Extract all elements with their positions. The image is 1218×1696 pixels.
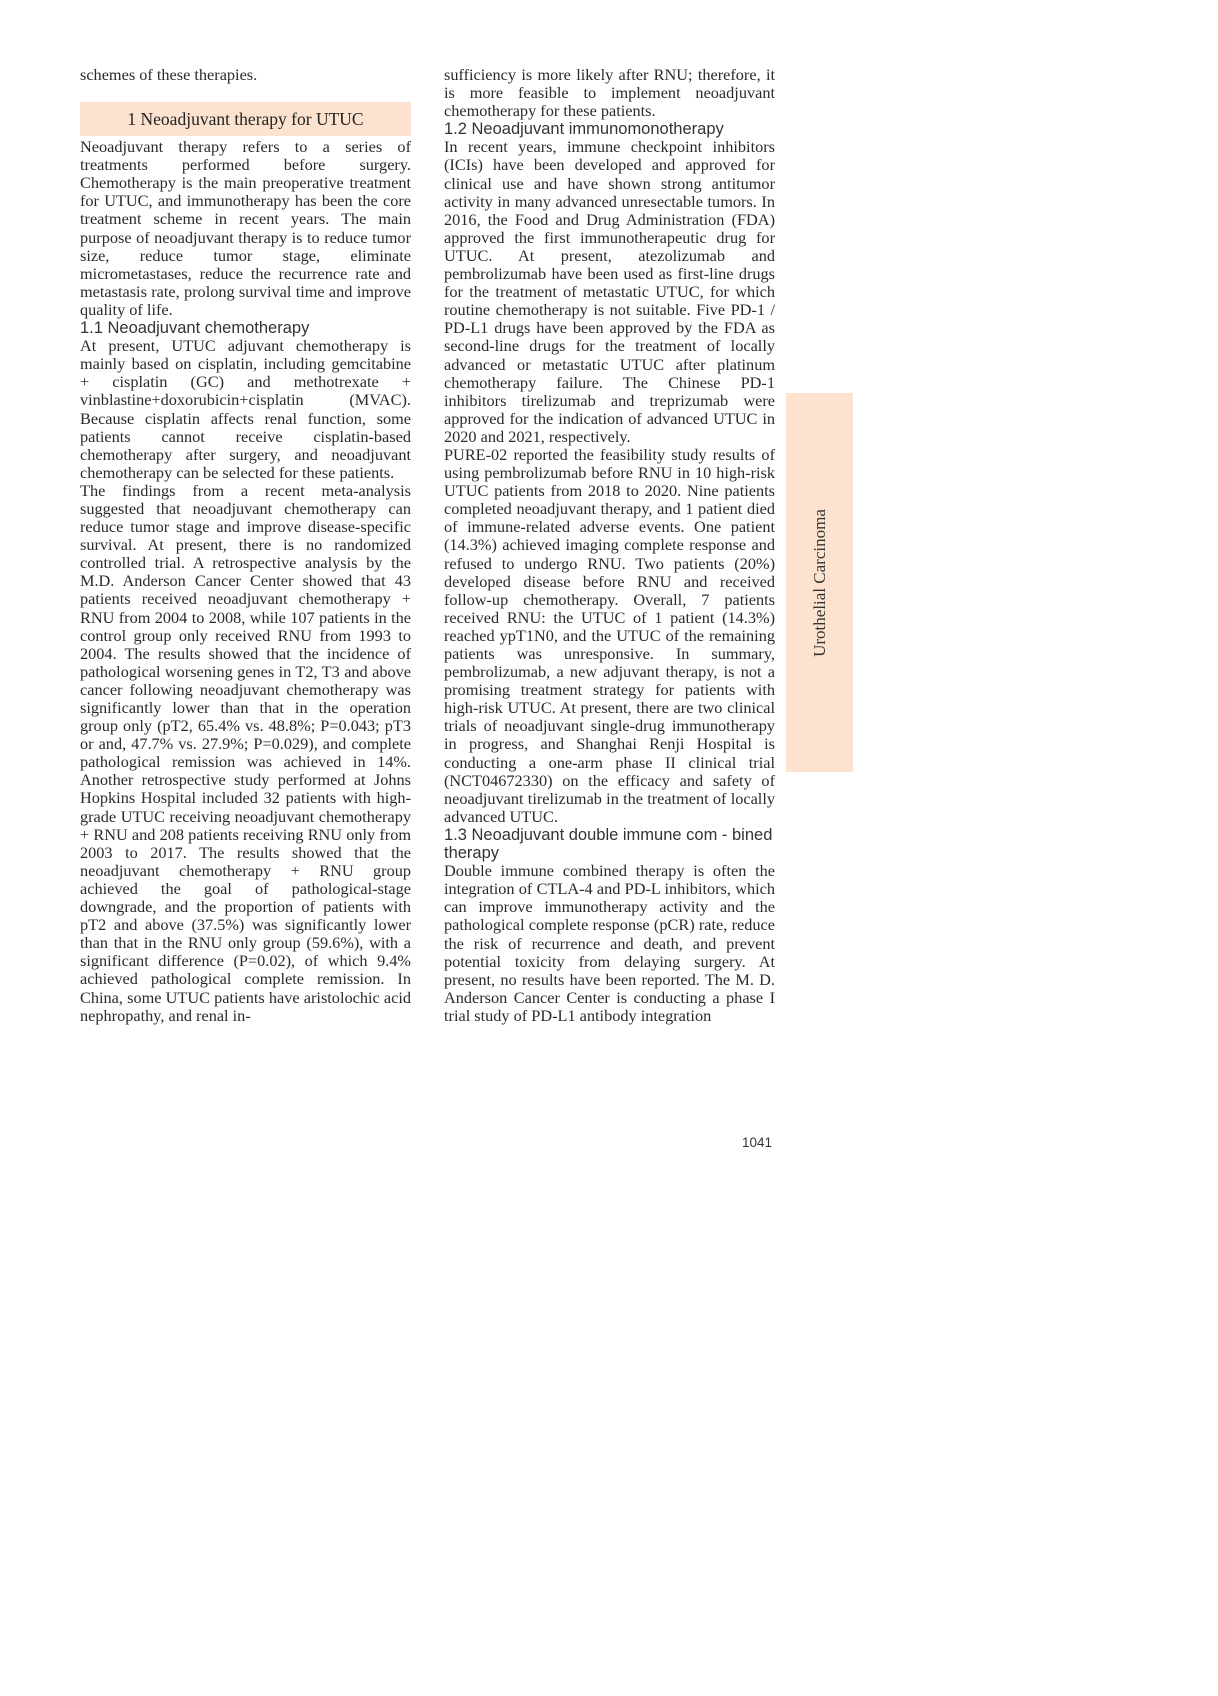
immunomonotherapy-paragraph-1: In recent years, immune checkpoint inhibitors (ICIs) have been developed and approved for clinical use and have shown strong antitumor activity in many advanced unresectable tumors. In 2016, the Food and Drug Administration (FDA) approved the first immunotherapeutic drug for UTUC. At present, atezolizumab and pembrolizumab have been used as first-line drugs for the treatment of metastatic UTUC, for which routine chemotherapy is not suitable. Five PD-1 / PD-L1 drugs have been approved by the FDA as second-line drugs for the treatment of locally advanced or metastatic UTUC after platinum chemotherapy failure. The Chinese PD-1 inhibitors tirelizumab and treprizumab were approved for the indication of advanced UTUC in 2020 and 2021, respectively. xyxy=(444,137,775,446)
double-immune-paragraph: Double immune combined therapy is often the integration of CTLA-4 and PD-L inhibitors, which can improve immunotherapy activity and the pathological complete response (pCR) rate, reduce the risk of recurrence and death, and prevent potential toxicity from delaying surgery. At present, no results have been reported. The M. D. Anderson Cancer Center is conducting a phase I trial study of PD-L1 antibody integration xyxy=(444,861,775,1025)
side-tab xyxy=(786,393,853,772)
immunomonotherapy-paragraph-2: PURE-02 reported the feasibility study results of using pembrolizumab before RNU in 10 high-risk UTUC patients from 2018 to 2020. Nine patients completed neoadjuvant therapy, and 1 patient died of immune-related adverse events. One patient (14.3%) achieved imaging complete response and refused to undergo RNU. Two patients (20%) developed disease before RNU and received follow-up chemotherapy. Overall, 7 patients received RNU: the UTUC of 1 patient (14.3%) reached ypT1N0, and the UTUC of the remaining patients was unresponsive. In summary, pembrolizumab, a new adjuvant therapy, is not a promising treatment strategy for patients with high-risk UTUC. At present, there are two clinical trials of neoadjuvant single-drug immunotherapy in progress, and Shanghai Renji Hospital is conducting a one-arm phase II clinical trial (NCT04672330) on the efficacy and safety of neoadjuvant tirelizumab in the treatment of locally advanced UTUC. xyxy=(444,444,775,826)
intro-fragment: schemes of these therapies. xyxy=(80,65,258,84)
subsection-heading-chemotherapy: 1.1 Neoadjuvant chemotherapy xyxy=(80,319,310,338)
page-number: 1041 xyxy=(742,1135,773,1150)
section-paragraph: Neoadjuvant therapy refers to a series of treatments performed before surgery. Chemotherapy is the main preoperative treatment for UTUC, and immunotherapy has been the core treatment scheme in recent years. The main purpose of neoadjuvant therapy is to reduce tumor size, reduce tumor stage, eliminate micrometastases, reduce the recurrence rate and metastasis rate, prolong survival time and improve quality of life. xyxy=(80,137,411,319)
section-heading: 1 Neoadjuvant therapy for UTUC xyxy=(127,109,364,130)
side-tab-label: Urothelial Carcinoma xyxy=(809,508,829,657)
section-heading-band xyxy=(80,102,411,136)
chemotherapy-paragraph-1: At present, UTUC adjuvant chemotherapy is mainly based on cisplatin, including gemcitabine + cisplatin (GC) and methotrexate + vinblastine+doxorubicin+cisplatin (MVAC). Because cisplatin affects renal function, some patients cannot receive cisplatin-based chemotherapy after surgery, and neoadjuvant chemotherapy can be selected for these patients. xyxy=(80,336,411,482)
chemotherapy-paragraph-2: The findings from a recent meta-analysis suggested that neoadjuvant chemotherapy can reduce tumor stage and improve disease-specific survival. At present, there is no randomized controlled trial. A retrospective analysis by the M.D. Anderson Cancer Center showed that 43 patients received neoadjuvant chemotherapy + RNU from 2004 to 2008, while 107 patients in the control group only received RNU from 1993 to 2004. The results showed that the incidence of pathological worsening genes in T2, T3 and above cancer following neoadjuvant chemotherapy was significantly lower than that in the operation group only (pT2, 65.4% vs. 48.8%; P=0.043; pT3 or and, 47.7% vs. 27.9%; P=0.029), and complete pathological remission was achieved in 14%. Another retrospective study performed at Johns Hopkins Hospital included 32 patients with high-grade UTUC receiving neoadjuvant chemotherapy + RNU and 208 patients receiving RNU only from 2003 to 2017. The results showed that the neoadjuvant chemotherapy + RNU group achieved the goal of pathological-stage downgrade, and the proportion of patients with pT2 and above (37.5%) was significantly lower than that in the RNU only group (59.6%), with a significant difference (P=0.02), of which 9.4% achieved pathological complete remission. In China, some UTUC patients have aristolochic acid nephropathy, and renal in- xyxy=(80,480,411,1025)
right-column xyxy=(444,66,775,1025)
subsection-heading-double-immune: 1.3 Neoadjuvant double immune com - bined therapy xyxy=(444,825,773,863)
left-column xyxy=(80,66,411,1025)
continuation-paragraph: sufficiency is more likely after RNU; therefore, it is more feasible to implement neoadjuvant chemotherapy for these patients. xyxy=(444,65,775,121)
subsection-heading-immunomonotherapy: 1.2 Neoadjuvant immunomonotherapy xyxy=(444,120,724,139)
